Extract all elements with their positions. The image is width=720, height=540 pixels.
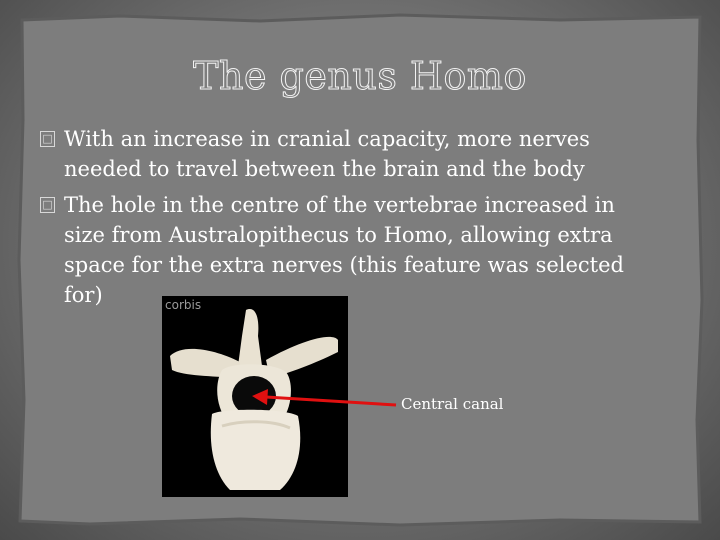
bullet-marker-icon: □ xyxy=(40,197,55,213)
bullet-item xyxy=(40,124,660,184)
photo-watermark: corbis xyxy=(165,298,202,312)
vertebra-photo xyxy=(162,296,348,497)
bullet-text: With an increase in cranial capacity, more nerves needed to travel between the brain and the body xyxy=(64,127,590,181)
central-canal-label: Central canal xyxy=(401,395,504,413)
bullet-item xyxy=(40,190,660,310)
bullet-text: The hole in the centre of the vertebrae increased in size from Australopithecus to Homo, allowing extra space for the extra nerves (this feature was selected for) xyxy=(64,193,624,307)
bullet-list xyxy=(40,124,660,316)
bullet-marker-icon: □ xyxy=(40,131,55,147)
vertebra-illustration xyxy=(162,296,348,497)
slide-title: The genus Homo xyxy=(193,54,527,98)
